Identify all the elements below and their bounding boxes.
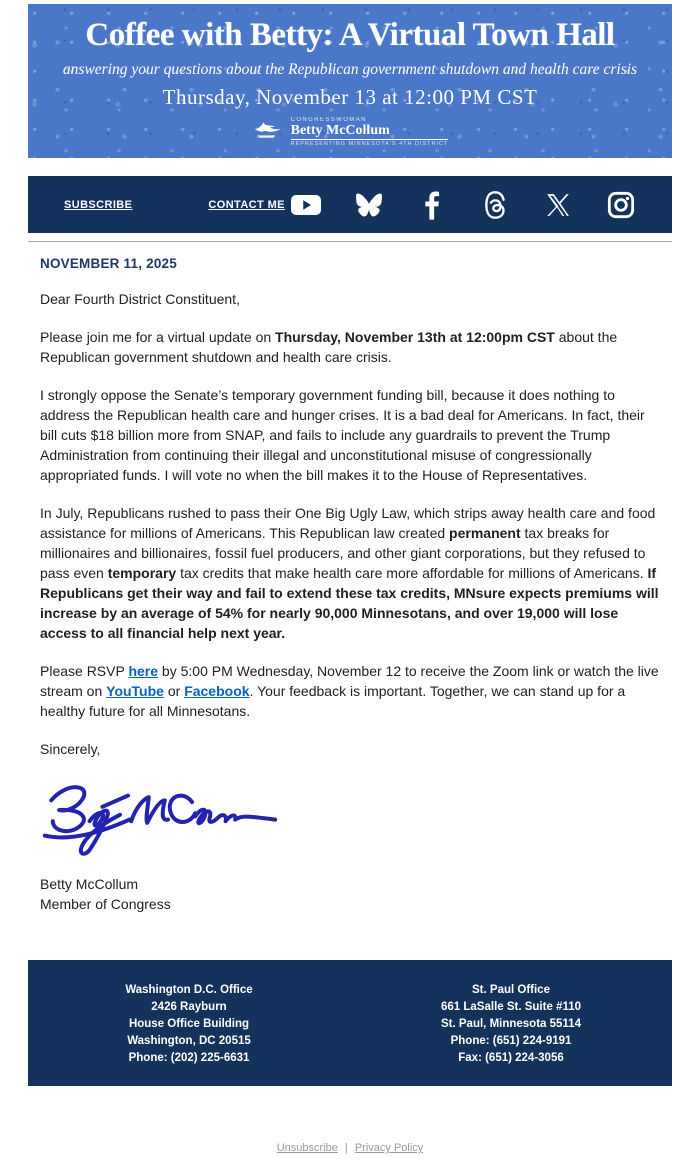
- address-line: 2426 Rayburn: [151, 1001, 227, 1013]
- logo-name: Betty McCollum: [291, 124, 449, 140]
- address-line: Phone: (651) 224-9191: [450, 1035, 572, 1047]
- address-line: Fax: (651) 224-3056: [458, 1052, 564, 1064]
- loon-bird-icon: [252, 119, 286, 146]
- privacy-policy-link[interactable]: Privacy Policy: [354, 1142, 424, 1154]
- youtube-icon[interactable]: [291, 190, 321, 220]
- logo-tagline: REPRESENTING MINNESOTA'S 4TH DISTRICT: [290, 141, 449, 147]
- letter-date: NOVEMBER 11, 2025: [40, 256, 177, 271]
- paragraph-rsvp: Please RSVP here by 5:00 PM Wednesday, November 12 to receive the Zoom link or watch the live stream on YouTube or Facebook. Your feedback is important. Together, we can stand up for a healthy future for all Minnesotans.: [40, 663, 659, 719]
- office-footer: [28, 960, 672, 1086]
- sender-title: Member of Congress: [40, 896, 171, 912]
- divider-line: [28, 241, 672, 242]
- address-line: Phone: (202) 225-6631: [128, 1052, 250, 1064]
- paragraph-invite: Please join me for a virtual update on Thursday, November 13th at 12:00pm CST about the Republican government shutdown and health care crisis.: [40, 329, 618, 365]
- stpaul-office-address: [350, 982, 672, 1067]
- address-line: House Office Building: [128, 1018, 250, 1030]
- dc-office-address: [28, 982, 350, 1067]
- sender-name: Betty McCollum: [40, 876, 139, 892]
- bluesky-icon[interactable]: [354, 190, 384, 220]
- event-title: Coffee with Betty: A Virtual Town Hall: [85, 17, 615, 53]
- threads-icon[interactable]: [480, 190, 510, 220]
- social-navbar: [28, 176, 672, 233]
- paragraph-tax-credits: In July, Republicans rushed to pass their One Big Ugly Law, which strips away health care and food assistance for millions of Americans. This Republican law created permanent tax breaks for millionaires and billionaires, fossil fuel producers, and other giant corporations, but they refused to pass even temporary tax credits that make health care more affordable for millions of Americans. If Republicans get their way and fail to extend these tax credits, MNsure expects premiums will increase by an average of 54% for nearly 90,000 Minnesotans, and over 19,000 will lose access to all financial help next year.: [40, 505, 659, 641]
- logo-kicker: CONGRESSWOMAN: [290, 117, 367, 123]
- address-line: St. Paul Office: [472, 984, 550, 996]
- header-banner: [28, 4, 672, 158]
- signature-block: [40, 769, 660, 914]
- compliance-links: [28, 1142, 672, 1154]
- inline-link-here[interactable]: here: [128, 663, 159, 679]
- unsubscribe-link[interactable]: Unsubscribe: [276, 1142, 338, 1154]
- paragraph-funding-bill: I strongly oppose the Senate’s temporary government funding bill, because it does nothing to address the Republican health care and hunger crises. It is a bad deal for Americans. In fact, their bill cuts $18 billion more from SNAP, and fails to include any guardrails to prevent the Trump Administration from continuing their illegal and unconstitutional misuse of congressionally appropriated funds. I will vote no when the bill makes it to the House of Representatives.: [40, 387, 645, 483]
- address-line: Washington, DC 20515: [127, 1035, 251, 1047]
- congresswoman-logo: [28, 117, 672, 148]
- salutation: Dear Fourth District Constituent,: [40, 291, 240, 307]
- x-icon[interactable]: [543, 190, 573, 220]
- address-line: Washington D.C. Office: [125, 984, 253, 996]
- subscribe-link[interactable]: SUBSCRIBE: [64, 198, 133, 211]
- social-icons: [291, 190, 636, 220]
- handwritten-signature: [40, 777, 280, 859]
- link-separator: |: [344, 1142, 348, 1154]
- email-body: [28, 4, 672, 1154]
- closing: Sincerely,: [40, 741, 101, 757]
- address-line: 661 LaSalle St. Suite #110: [441, 1001, 581, 1013]
- instagram-icon[interactable]: [606, 190, 636, 220]
- event-subtitle: answering your questions about the Republican government shutdown and health care crisis: [62, 61, 638, 78]
- inline-link-youtube[interactable]: YouTube: [106, 683, 164, 699]
- letter-body: [28, 256, 672, 914]
- inline-link-facebook[interactable]: Facebook: [184, 683, 250, 699]
- event-datetime: Thursday, November 13 at 12:00 PM CST: [162, 85, 538, 109]
- facebook-icon[interactable]: [417, 190, 447, 220]
- address-line: St. Paul, Minnesota 55114: [441, 1018, 581, 1030]
- contact-me-link[interactable]: CONTACT ME: [208, 198, 285, 211]
